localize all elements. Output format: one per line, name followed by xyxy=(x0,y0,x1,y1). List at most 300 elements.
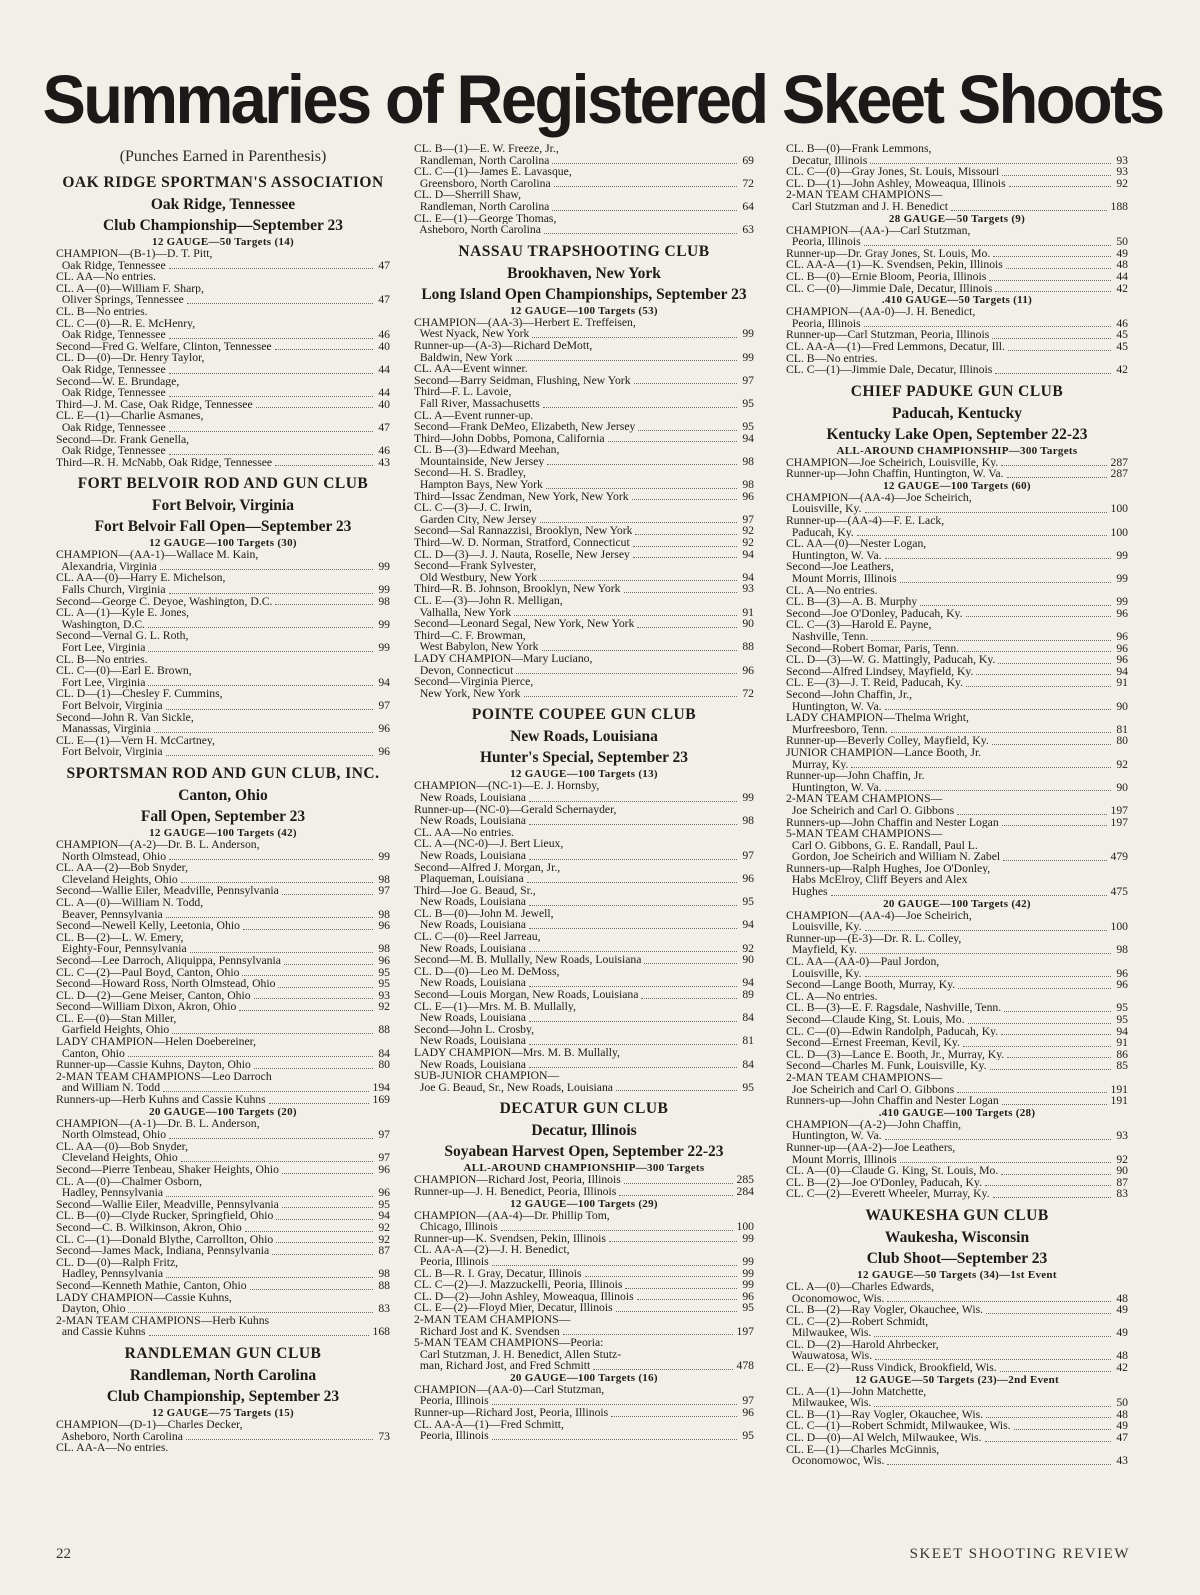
result-row xyxy=(56,955,390,967)
score: 92 xyxy=(378,1232,390,1246)
score: 46 xyxy=(378,444,390,458)
dot-leader xyxy=(543,407,737,408)
dot-leader xyxy=(992,338,1111,339)
score: 48 xyxy=(1116,258,1128,272)
result-row xyxy=(56,260,390,272)
score: 90 xyxy=(1116,1164,1128,1178)
result-row xyxy=(414,1291,754,1303)
result-text: Oconomowoc, Wis. xyxy=(786,1292,885,1305)
dot-leader xyxy=(529,824,737,825)
result-text: Oak Ridge, Tennessee xyxy=(56,421,166,434)
result-text: and William N. Todd xyxy=(56,1082,161,1095)
score: 91 xyxy=(1116,1036,1128,1050)
score: 99 xyxy=(1116,548,1128,562)
result-line: CL. AA—No entries. xyxy=(414,826,514,839)
score: 49 xyxy=(1116,1326,1128,1340)
result-row xyxy=(414,1268,754,1280)
result-row xyxy=(56,1001,390,1013)
result-row xyxy=(56,885,390,897)
result-text: North Olmstead, Ohio xyxy=(56,850,167,863)
result-text: Third—R. H. McNabb, Oak Ridge, Tennessee xyxy=(56,456,273,469)
score: 478 xyxy=(736,1359,754,1373)
result-text: Fall River, Massachusetts xyxy=(414,397,540,410)
result-line: CL. A—(0)—William F. Sharp, xyxy=(56,282,204,295)
dot-leader xyxy=(887,1301,1111,1302)
result-row xyxy=(56,1059,390,1071)
result-row xyxy=(786,318,1128,330)
result-text: CHAMPION—Joe Scheirich, Louisville, Ky. xyxy=(786,456,999,469)
dot-leader xyxy=(529,951,737,952)
result-line: Second—Dr. Frank Genella, xyxy=(56,433,190,446)
result-row xyxy=(786,503,1128,515)
result-text: CL. E—(2)—Russ Vindick, Brookfield, Wis. xyxy=(786,1362,997,1374)
result-text: Asheboro, North Carolina xyxy=(56,1430,183,1443)
result-row xyxy=(786,1037,1128,1049)
dot-leader xyxy=(993,1197,1111,1198)
result-text: CL. E—(3)—J. T. Reid, Paducah, Ky. xyxy=(786,677,964,689)
score: 85 xyxy=(1116,1059,1128,1073)
result-line: CL. AA—(2)—Bob Snyder, xyxy=(56,862,188,874)
result-row xyxy=(414,375,754,387)
page-title: Summaries of Registered Skeet Shoots xyxy=(42,61,1163,138)
dot-leader xyxy=(1002,175,1111,176)
score: 95 xyxy=(378,965,390,979)
score: 43 xyxy=(1116,1454,1128,1468)
score: 194 xyxy=(372,1081,390,1095)
dot-leader xyxy=(632,499,737,500)
result-line: CL. A—(0)—William N. Todd, xyxy=(56,896,204,909)
result-row xyxy=(56,445,390,457)
result-line: LADY CHAMPION—Mrs. M. B. Mullally, xyxy=(414,1047,620,1059)
result-row xyxy=(56,1129,390,1141)
score: 94 xyxy=(1116,664,1128,678)
result-text: Second—Fred G. Welfare, Clinton, Tennessee xyxy=(56,340,272,353)
result-line: Runner-up—(A-3)—Richard DeMott, xyxy=(414,339,593,352)
dot-leader xyxy=(172,1033,373,1034)
result-line: LADY CHAMPION—Thelma Wright, xyxy=(786,712,969,724)
result-line: 2-MAN TEAM CHAMPIONS— xyxy=(786,793,943,805)
result-row xyxy=(414,1012,754,1024)
result-text: Milwaukee, Wis. xyxy=(786,1397,872,1409)
score: 72 xyxy=(742,176,754,190)
result-row xyxy=(56,1199,390,1211)
score: 188 xyxy=(1110,199,1128,213)
result-row xyxy=(414,665,754,677)
result-text: CL. B—(0)—Ernie Bloom, Peoria, Illinois xyxy=(786,270,987,283)
score: 48 xyxy=(1116,1407,1128,1421)
club-location: Waukesha, Wisconsin xyxy=(884,1228,1030,1246)
result-row xyxy=(56,1222,390,1234)
result-text: Third—R. B. Johnson, Brooklyn, New York xyxy=(414,583,621,595)
result-row xyxy=(786,724,1128,736)
dot-leader xyxy=(529,859,737,860)
result-text: West Nyack, New York xyxy=(414,328,530,340)
result-text: New Roads, Louisiana xyxy=(414,1012,526,1024)
dot-leader xyxy=(540,522,737,523)
dot-leader xyxy=(254,1068,373,1069)
result-line: CL. D—(0)—Leo M. DeMoss, xyxy=(414,965,560,978)
result-line: Second—John Chaffin, Jr., xyxy=(786,688,913,701)
score: 99 xyxy=(1116,572,1128,586)
result-line: CHAMPION—(AA-4)—Dr. Phillip Tom, xyxy=(414,1209,610,1222)
result-line: CL. AA—(0)—Nester Logan, xyxy=(786,538,927,550)
dot-leader xyxy=(242,975,373,976)
gauge-heading: ALL-AROUND CHAMPIONSHIP—300 Targets xyxy=(836,444,1078,457)
dot-leader xyxy=(276,1219,373,1220)
result-text: CL. D—(0)—Al Welch, Milwaukee, Wis. xyxy=(786,1432,982,1444)
result-line: JUNIOR CHAMPION—Lance Booth, Jr. xyxy=(786,746,982,759)
result-row xyxy=(56,1187,390,1199)
gauge-heading: 28 GAUGE—50 Targets (9) xyxy=(888,212,1026,225)
result-text: Oak Ridge, Tennessee xyxy=(56,259,166,272)
result-text: Second—James Mack, Indiana, Pennsylvania xyxy=(56,1245,270,1257)
result-row xyxy=(56,329,390,341)
result-row xyxy=(786,236,1128,248)
result-row xyxy=(786,759,1128,771)
result-row xyxy=(786,271,1128,283)
dot-leader xyxy=(608,441,737,442)
dot-leader xyxy=(1007,1057,1111,1058)
score: 46 xyxy=(378,328,390,342)
result-line: CL. C—(0)—R. E. McHenry, xyxy=(56,317,196,330)
dot-leader xyxy=(900,582,1111,583)
column-2 xyxy=(414,143,754,1530)
result-row xyxy=(56,723,390,735)
score: 99 xyxy=(378,617,390,631)
result-row xyxy=(56,700,390,712)
score: 45 xyxy=(1116,339,1128,353)
result-text: Canton, Ohio xyxy=(56,1047,125,1060)
result-row xyxy=(786,1327,1128,1339)
result-text: Runners-up—Herb Kuhns and Cassie Kuhns xyxy=(56,1094,266,1106)
score: 92 xyxy=(742,941,754,955)
dot-leader xyxy=(278,987,373,988)
score: 94 xyxy=(742,547,754,561)
dot-leader xyxy=(887,1464,1111,1465)
result-text: West Babylon, New York xyxy=(414,641,539,653)
result-line: Carl O. Gibbons, G. E. Randall, Paul L. xyxy=(786,839,978,852)
club-location: Fort Belvoir, Virginia xyxy=(152,497,294,515)
result-text: Runner-up—Cassie Kuhns, Dayton, Ohio xyxy=(56,1059,251,1071)
result-text: Beaver, Pennsylvania xyxy=(56,908,163,921)
result-row xyxy=(56,1210,390,1222)
score: 99 xyxy=(742,1266,754,1280)
result-row xyxy=(56,920,390,932)
score: 80 xyxy=(1116,734,1128,748)
result-text: Louisville, Ky. xyxy=(786,921,862,933)
dot-leader xyxy=(831,895,1108,896)
result-line: Second—John R. Van Sickle, xyxy=(56,711,194,724)
score: 93 xyxy=(1116,1129,1128,1143)
dot-leader xyxy=(957,1092,1107,1093)
result-text: Second—Lange Booth, Murray, Ky. xyxy=(786,979,956,991)
result-text: Huntington, W. Va. xyxy=(786,700,882,713)
result-text: Runner-up—Dr. Gray Jones, St. Louis, Mo. xyxy=(786,247,991,260)
page-number: 22 xyxy=(56,1546,71,1562)
dot-leader xyxy=(148,627,373,628)
dot-leader xyxy=(529,986,737,987)
dot-leader xyxy=(516,360,737,361)
result-text: Mayfield, Ky. xyxy=(786,944,857,957)
result-line: CHAMPION—(AA-0)—J. H. Benedict, xyxy=(786,306,976,318)
score: 98 xyxy=(378,594,390,608)
result-text: Cleveland Heights, Ohio xyxy=(56,1152,178,1164)
result-row xyxy=(414,537,754,549)
event-title: Kentucky Lake Open, September 22-23 xyxy=(826,425,1088,443)
result-row xyxy=(56,294,390,306)
score: 95 xyxy=(742,396,754,410)
score: 95 xyxy=(742,1301,754,1315)
magazine-name: SKEET SHOOTING REVIEW xyxy=(909,1546,1130,1562)
score: 47 xyxy=(1116,1431,1128,1445)
event-title: Long Island Open Championships, September 23 xyxy=(421,285,747,303)
result-row xyxy=(786,654,1128,666)
result-line: Second—H. S. Bradley, xyxy=(414,467,526,480)
dot-leader xyxy=(256,407,373,408)
dot-leader xyxy=(169,396,373,397)
score: 90 xyxy=(742,617,754,631)
score: 285 xyxy=(736,1173,754,1187)
result-row xyxy=(786,201,1128,213)
result-text: Old Westbury, New York xyxy=(414,571,538,584)
column-3 xyxy=(786,143,1128,1530)
result-text: Fort Lee, Virginia xyxy=(56,642,146,654)
dot-leader xyxy=(514,615,737,616)
dot-leader xyxy=(611,1416,737,1417)
dot-leader xyxy=(148,651,373,652)
club-name: POINTE COUPEE GUN CLUB xyxy=(471,706,697,724)
score: 98 xyxy=(742,478,754,492)
result-line: CL. B—(0)—John M. Jewell, xyxy=(414,907,554,920)
result-text: Hadley, Pennsylvania xyxy=(56,1268,164,1280)
score: 99 xyxy=(378,559,390,573)
result-row xyxy=(56,561,390,573)
column-1 xyxy=(56,143,390,1530)
result-row xyxy=(414,1082,754,1094)
dot-leader xyxy=(966,686,1111,687)
result-row xyxy=(414,896,754,908)
result-text: Huntington, W. Va. xyxy=(786,1130,882,1142)
result-text: Joe Scheirich and Carl O. Gibbons xyxy=(786,1083,955,1096)
result-line: 2-MAN TEAM CHAMPIONS— xyxy=(786,189,943,201)
result-text: CL. B—(3)—E. F. Ragsdale, Nashville, Tenn. xyxy=(786,1002,1002,1014)
result-line: CL. E—(3)—John R. Melligan, xyxy=(414,595,563,607)
note: (Punches Earned in Parenthesis) xyxy=(119,148,327,165)
result-row xyxy=(56,990,390,1002)
score: 95 xyxy=(378,977,390,991)
score: 95 xyxy=(1116,1001,1128,1015)
result-row xyxy=(786,283,1128,295)
result-line: CL. A—No entries. xyxy=(786,584,878,597)
result-row xyxy=(786,1350,1128,1362)
result-row xyxy=(414,919,754,931)
result-row xyxy=(786,166,1128,178)
result-text: CL. D—(2)—John Ashley, Moweaqua, Illinois xyxy=(414,1290,634,1303)
score: 88 xyxy=(378,1023,390,1037)
result-text: Second—William Dixon, Akron, Ohio xyxy=(56,1001,237,1013)
result-text: Oak Ridge, Tennessee xyxy=(56,445,166,457)
score: 83 xyxy=(1116,1187,1128,1201)
result-line: LADY CHAMPION—Mary Luciano, xyxy=(414,652,593,665)
result-text: Peoria, Illinois xyxy=(414,1430,489,1442)
result-line: Third—Joe G. Beaud, Sr., xyxy=(414,884,536,897)
dot-leader xyxy=(128,1312,373,1313)
dot-leader xyxy=(857,535,1108,536)
score: 88 xyxy=(378,1278,390,1292)
result-line: Second—Alfred J. Morgan, Jr., xyxy=(414,861,561,874)
result-text: CL. B—(3)—A. B. Murphy xyxy=(786,596,918,608)
result-line: CHAMPION—(A-1)—Dr. B. L. Anderson, xyxy=(56,1117,260,1130)
score: 83 xyxy=(378,1302,390,1316)
result-row xyxy=(786,527,1128,539)
score: 48 xyxy=(1116,1349,1128,1363)
result-text: Second—Louis Morgan, New Roads, Louisiana xyxy=(414,989,639,1001)
result-row xyxy=(56,1152,390,1164)
dot-leader xyxy=(186,1439,373,1440)
result-text: Nashville, Tenn. xyxy=(786,631,869,643)
result-text: Second—Charles M. Funk, Louisville, Ky. xyxy=(786,1060,987,1072)
result-line: Second—Virginia Pierce, xyxy=(414,676,534,688)
result-row xyxy=(414,525,754,537)
score: 47 xyxy=(378,293,390,307)
dot-leader xyxy=(492,1439,737,1440)
dot-leader xyxy=(169,338,373,339)
result-text: Oak Ridge, Tennessee xyxy=(56,387,166,399)
score: 96 xyxy=(378,745,390,759)
result-text: Garden City, New Jersey xyxy=(414,513,537,526)
score: 96 xyxy=(378,953,390,967)
result-row xyxy=(786,677,1128,689)
dot-leader xyxy=(552,163,737,164)
dot-leader xyxy=(154,732,373,733)
result-text: Hadley, Pennsylvania xyxy=(56,1187,164,1199)
score: 97 xyxy=(378,1128,390,1142)
dot-leader xyxy=(641,998,737,999)
result-text: Hampton Bays, New York xyxy=(414,479,543,491)
event-title: Club Shoot—September 23 xyxy=(866,1249,1048,1267)
score: 50 xyxy=(1116,1396,1128,1410)
result-row xyxy=(56,1303,390,1315)
result-text: New Roads, Louisiana xyxy=(414,791,526,804)
dot-leader xyxy=(860,953,1111,954)
dot-leader xyxy=(986,1313,1111,1314)
dot-leader xyxy=(169,431,373,432)
result-row xyxy=(786,341,1128,353)
score: 42 xyxy=(1116,1361,1128,1375)
dot-leader xyxy=(1001,1034,1111,1035)
result-line: 5-MAN TEAM CHAMPIONS—Peoria: xyxy=(414,1337,604,1349)
score: 42 xyxy=(1116,281,1128,295)
result-text: Asheboro, North Carolina xyxy=(414,224,541,236)
result-line: CL. C—(0)—Reel Jarreau, xyxy=(414,931,541,943)
dot-leader xyxy=(998,663,1111,664)
result-line: CL. D—(2)—Harold Ahrbecker, xyxy=(786,1338,939,1351)
result-text: Mountainside, New Jersey xyxy=(414,455,545,468)
score: 44 xyxy=(378,362,390,376)
dot-leader xyxy=(609,1241,737,1242)
score: 96 xyxy=(378,1163,390,1176)
dot-leader xyxy=(962,651,1111,652)
result-row xyxy=(786,155,1128,167)
result-line: Habs McElroy, Cliff Beyers and Alex xyxy=(786,874,968,887)
dot-leader xyxy=(619,1195,733,1196)
score: 96 xyxy=(1116,630,1128,643)
result-text: Second—Alfred Lindsey, Mayfield, Ky. xyxy=(786,665,974,678)
score: 92 xyxy=(742,536,754,550)
result-row xyxy=(56,909,390,921)
result-text: Runners-up—John Chaffin and Nester Logan xyxy=(786,816,999,829)
result-text: New Roads, Louisiana xyxy=(414,849,526,862)
score: 44 xyxy=(1116,269,1128,283)
result-text: CL. E—(2)—Floyd Mier, Decatur, Illinois xyxy=(414,1302,613,1314)
dot-leader xyxy=(527,882,737,883)
result-text: Second—Leonard Segal, New York, New York xyxy=(414,618,635,630)
score: 100 xyxy=(736,1220,754,1234)
result-text: Oliver Springs, Tennessee xyxy=(56,294,184,306)
dot-leader xyxy=(871,640,1111,641)
result-line: 2-MAN TEAM CHAMPIONS— xyxy=(786,1071,943,1084)
result-line: LADY CHAMPION—Helen Doebereiner, xyxy=(56,1036,257,1048)
result-text: Garfield Heights, Ohio xyxy=(56,1024,170,1037)
score: 96 xyxy=(378,722,390,736)
result-row xyxy=(414,155,754,167)
result-row xyxy=(414,352,754,364)
result-line: CL. AA-A—(2)—J. H. Benedict, xyxy=(414,1244,570,1256)
result-row xyxy=(414,328,754,340)
result-text: Mount Morris, Illinois xyxy=(786,573,897,585)
dot-leader xyxy=(875,1359,1111,1360)
club-name: NASSAU TRAPSHOOTING CLUB xyxy=(458,242,710,260)
result-text: Decatur, Illinois xyxy=(786,154,868,167)
result-row xyxy=(56,1094,390,1106)
dot-leader xyxy=(1002,825,1108,826)
club-location: Brookhaven, New York xyxy=(507,264,661,282)
result-line: 5-MAN TEAM CHAMPIONS— xyxy=(786,828,943,840)
result-row xyxy=(56,399,390,411)
dot-leader xyxy=(885,558,1111,559)
score: 98 xyxy=(378,872,390,886)
result-text: Milwaukee, Wis. xyxy=(786,1327,872,1339)
dot-leader xyxy=(492,1404,737,1405)
score: 197 xyxy=(1110,803,1128,817)
dot-leader xyxy=(1003,860,1107,861)
dot-leader xyxy=(128,1056,373,1057)
result-text: Cleveland Heights, Ohio xyxy=(56,873,178,886)
result-row xyxy=(414,618,754,630)
score: 50 xyxy=(1116,235,1128,249)
gauge-heading: 12 GAUGE—75 Targets (15) xyxy=(152,1406,294,1419)
result-text: North Olmstead, Ohio xyxy=(56,1129,167,1141)
dot-leader xyxy=(885,790,1111,791)
result-row xyxy=(414,1059,754,1071)
result-line: Second—Frank Sylvester, xyxy=(414,560,537,572)
gauge-heading: ALL-AROUND CHAMPIONSHIP—300 Targets xyxy=(463,1162,705,1175)
result-text: Second—Kenneth Mathie, Canton, Ohio xyxy=(56,1279,247,1292)
score: 95 xyxy=(742,420,754,434)
result-text: CL. AA-A—(1)—Fred Lemmons, Decatur, Ill. xyxy=(786,340,1005,353)
result-row xyxy=(786,178,1128,190)
dot-leader xyxy=(181,882,373,883)
result-row xyxy=(414,943,754,955)
dot-leader xyxy=(885,709,1111,710)
result-text: Second—Howard Ross, North Olmstead, Ohio xyxy=(56,978,276,990)
score: 96 xyxy=(742,872,754,886)
result-line: CL. A—No entries. xyxy=(786,990,878,1003)
result-row xyxy=(414,433,754,445)
gauge-heading: 12 GAUGE—100 Targets (53) xyxy=(510,304,658,317)
dot-leader xyxy=(1007,477,1108,478)
dot-leader xyxy=(275,604,373,605)
